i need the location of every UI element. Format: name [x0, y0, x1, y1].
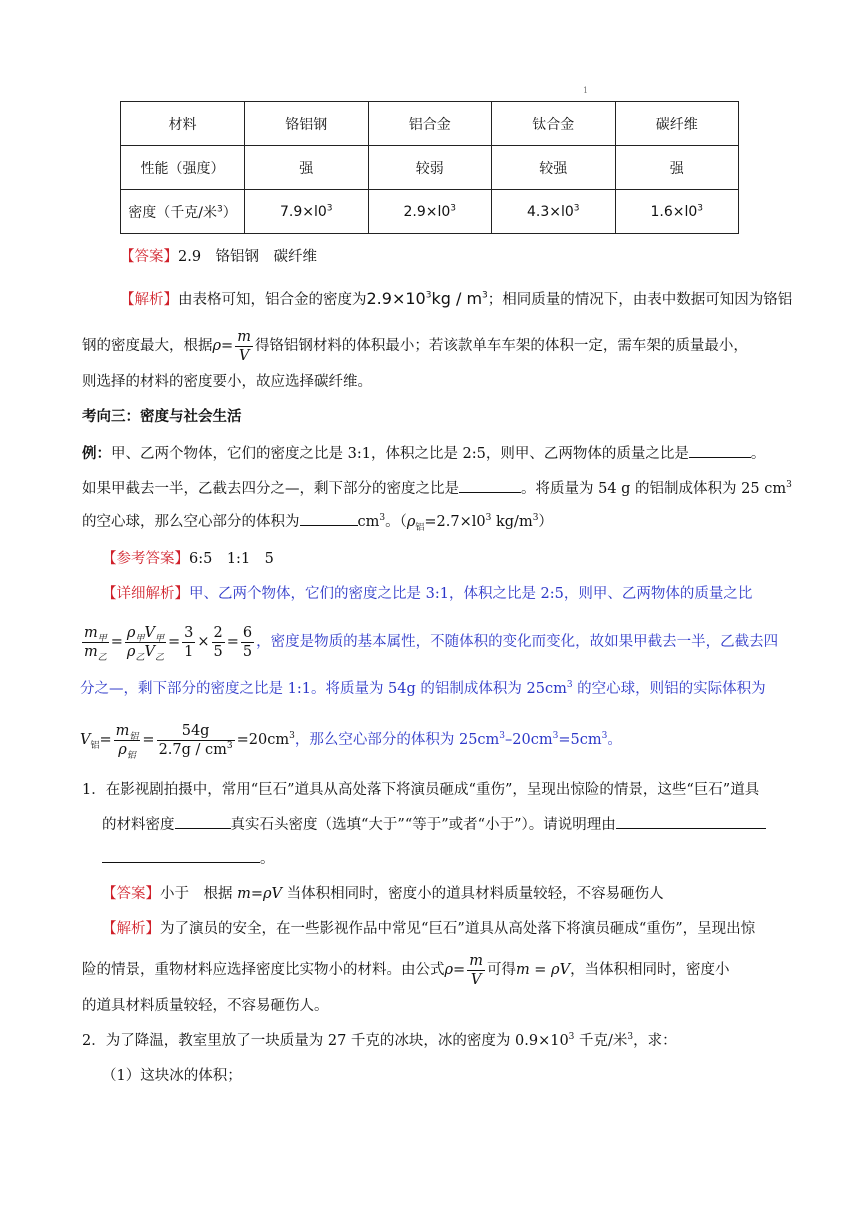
- analysis-line: 的道具材料质量较轻，不容易砸伤人。: [82, 998, 329, 1014]
- fraction: $\frac{m}{V}$: [237, 328, 251, 364]
- fraction: $\frac{m}{V}$: [469, 952, 483, 988]
- answer-blank[interactable]: [616, 814, 766, 829]
- detail-line: 【详细解析】甲、乙两个物体，它们的密度之比是 3:1，体积之比是 2:5，则甲、乙两物体的质量之比: [102, 586, 753, 602]
- answer-tag: 【答案】: [120, 249, 178, 265]
- table-row: [121, 190, 739, 234]
- analysis-line: 则选择的材料的密度要小，故应选择碳纤维。: [82, 374, 372, 390]
- question-line: 1．在影视剧拍摄中，常用“巨石”道具从高处落下将演员砸成“重伤”，呈现出惊险的情景，这些“巨石”道具: [82, 782, 760, 798]
- question-line: 的材料密度 真实石头密度（选填“大于”“等于”或者“小于”）。请说明理由: [102, 814, 766, 835]
- example-line: 的空心球，那么空心部分的体积为 $cm^3$。（$\rho_铝=2.7\times l0^3$ $kg/m^3$）: [82, 511, 553, 532]
- answer-blank[interactable]: [459, 478, 521, 493]
- section-title: 考向三：密度与社会生活: [82, 409, 242, 425]
- answer-tag: 【答案】: [102, 886, 160, 902]
- fraction: $\frac{2}{5}$: [213, 624, 223, 660]
- row-label: 性能（强度）: [121, 146, 245, 190]
- example-line: 如果甲截去一半，乙截去四分之—，剩下部分的密度之比是 。将质量为 54 g 的铝制成体积为 25 $cm^3$: [82, 478, 792, 499]
- fraction: $\frac{54g}{2.7g / cm^3}$: [158, 722, 233, 758]
- table-header-row: [121, 102, 739, 146]
- detail-tag: 【详细解析】: [102, 586, 189, 602]
- table-header-cell: 材料: [121, 102, 245, 146]
- answer-blank[interactable]: [175, 814, 231, 829]
- example-label: 例：: [82, 446, 111, 462]
- analysis-tag: 【解析】: [102, 921, 160, 937]
- analysis-line: 险的情景，重物材料应选择密度比实物小的材料。由公式ρ= $\frac{m}{V}$ 可得m = ρV，当体积相同时，密度小: [82, 952, 730, 988]
- fraction: $\frac{\rho_甲V_甲}{\rho_乙V_乙}$: [126, 624, 164, 663]
- answer-line: [120, 247, 317, 267]
- table-header-cell: 碳纤维: [615, 102, 739, 146]
- table-cell: 强: [615, 146, 739, 190]
- answer-blank[interactable]: [102, 848, 260, 863]
- answer-line: 【答案】小于 根据 m=ρV 当体积相同时，密度小的道具材料质量较轻，不容易砸伤人: [102, 886, 664, 902]
- fraction: $\frac{m_甲}{m_乙}$: [84, 624, 107, 663]
- row-label: 密度（千克/米$^3$）: [121, 190, 245, 234]
- table-cell: $2.9\times l0^3$: [368, 190, 492, 234]
- question-number: 2．: [82, 1033, 106, 1049]
- table-header-cell: 铝合金: [368, 102, 492, 146]
- material-table: [120, 101, 739, 234]
- analysis-line: 【解析】由表格可知，铝合金的密度为$2.9\times 10^3kg / m^3$；相同质量的情况下，由表中数据可知因为铬铝: [120, 289, 793, 308]
- table-cell: $4.3\times l0^3$: [492, 190, 616, 234]
- analysis-tag: 【解析】: [120, 292, 178, 308]
- reference-answer-line: 【参考答案】6:5 1:1 5: [102, 551, 274, 567]
- question-line: 。: [102, 848, 275, 869]
- table-header-cell: 铬铝钢: [245, 102, 369, 146]
- analysis-line: 钢的密度最大，根据ρ= $\frac{m}{V}$ 得铬铝钢材料的体积最小；若该款单车车架的体积一定，需车架的质量最小，: [82, 328, 748, 364]
- detail-line: $V_铝=$ $\frac{m_铝}{\rho_铝}$ = $\frac{54g}{2.7g / cm^3}$ $=20cm^3$，那么空心部分的体积为 $25cm^3-20cm^3=5cm^3$。: [80, 722, 622, 761]
- detail-line: $\frac{m_甲}{m_乙}$ = $\frac{\rho_甲V_甲}{\rho_乙V_乙}$ = $\frac{3}{1}$ × $\frac{2}{5}$ = $\frac{6}{5}$ ，密度是物质的基本属性，不随体积的变化而变化，故如果甲截去一半，乙截去四: [84, 624, 779, 663]
- reference-answer-tag: 【参考答案】: [102, 551, 189, 567]
- table-cell: $7.9\times l0^3$: [245, 190, 369, 234]
- answer-text: 2.9 铬铝钢 碳纤维: [178, 249, 318, 265]
- answer-blank[interactable]: [300, 511, 358, 526]
- table-cell: 强: [245, 146, 369, 190]
- question-line: 2．为了降温，教室里放了一块质量为 27 千克的冰块，冰的密度为 $0.9\times 10^3$ 千克/米$^3$，求：: [82, 1032, 677, 1049]
- example-line: 例：甲、乙两个物体，它们的密度之比是 3:1，体积之比是 2:5，则甲、乙两物体的质量之比是 。: [82, 443, 765, 464]
- detail-line: 分之—，剩下部分的密度之比是 1:1。将质量为 54g 的铝制成体积为 $25cm^3$ 的空心球，则铝的实际体积为: [80, 680, 766, 697]
- table-cell: $1.6\times l0^3$: [615, 190, 739, 234]
- table-row: [121, 146, 739, 190]
- analysis-line: 【解析】为了演员的安全，在一些影视作品中常见“巨石”道具从高处落下将演员砸成“重伤”，呈现出惊: [102, 921, 756, 937]
- formula: $2.9\times 10^3kg / m^3$: [366, 289, 488, 308]
- question-number: 1．: [82, 782, 106, 798]
- sub-question: （1）这块冰的体积；: [102, 1068, 242, 1084]
- page-mark: 1: [583, 86, 589, 95]
- table-cell: 较弱: [368, 146, 492, 190]
- table-cell: 较强: [492, 146, 616, 190]
- table-header-cell: 钛合金: [492, 102, 616, 146]
- fraction: $\frac{6}{5}$: [242, 624, 253, 660]
- answer-blank[interactable]: [689, 443, 751, 458]
- fraction: $\frac{m_铝}{\rho_铝}$: [115, 722, 139, 761]
- fraction: $\frac{3}{1}$: [184, 624, 194, 660]
